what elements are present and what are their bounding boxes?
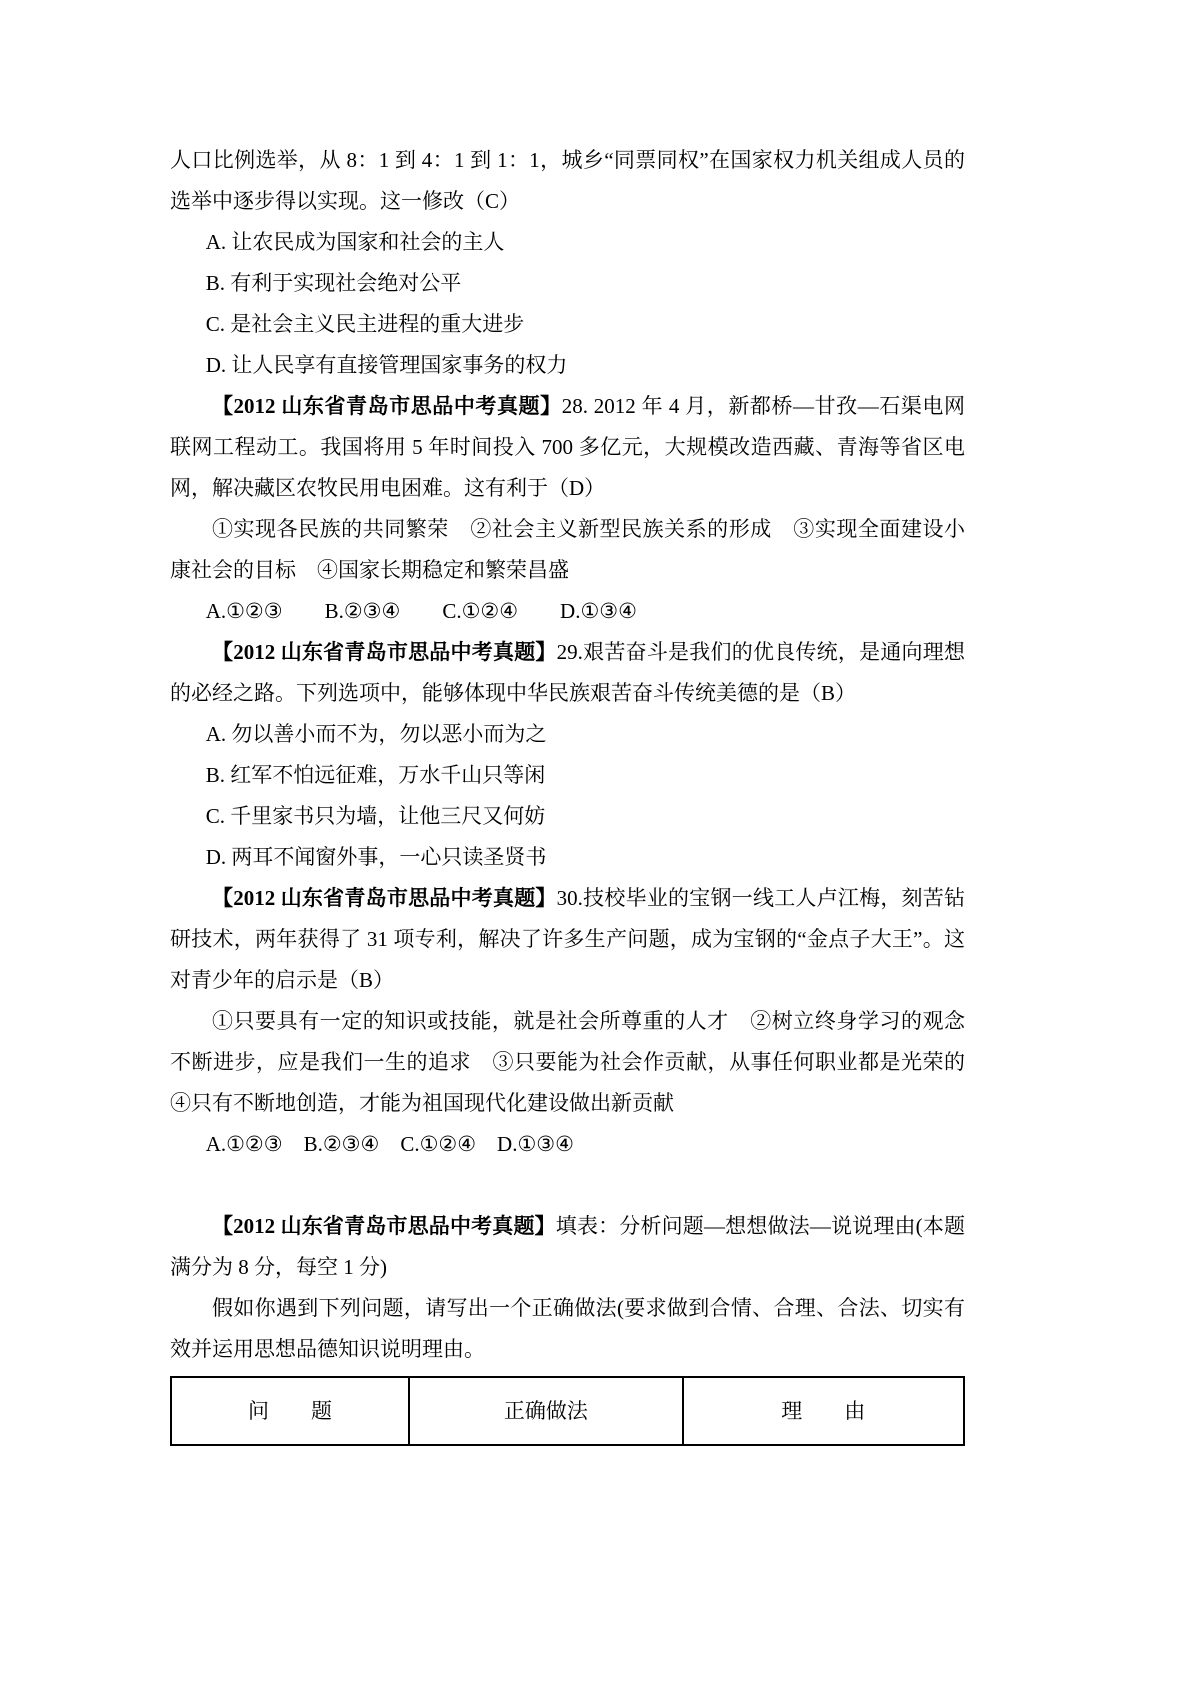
fill-table-source-tag: 【2012 山东省青岛市思品中考真题】 — [212, 1214, 556, 1238]
section-gap — [170, 1165, 965, 1206]
question-28-stem-text: 28. 2012 年 4 月，新都桥—甘孜—石渠电网联网工程动工。我国将用 5 年时间投入 700 多亿元，大规模改造西藏、青海等省区电网，解决藏区农牧民用电困难。这有利于（D） — [170, 394, 965, 500]
question-29-option-c: C. 千里家书只为墙，让他三尺又何妨 — [205, 804, 546, 828]
question-29-stem — [170, 632, 965, 714]
page-content — [170, 140, 986, 1446]
question-29-option-b: B. 红军不怕远征难，万水千山只等闲 — [205, 763, 546, 787]
fill-answer-table — [170, 1376, 965, 1446]
table-header-correct-action: 正确做法 — [409, 1377, 683, 1445]
table-header-problem: 问 题 — [171, 1377, 409, 1445]
question-30-stem — [170, 878, 965, 1001]
question-28-stem — [170, 386, 965, 509]
fill-table-question-stem — [170, 1206, 965, 1288]
question-29-option-a: A. 勿以善小而不为，勿以恶小而为之 — [205, 722, 547, 746]
question-28-source-tag: 【2012 山东省青岛市思品中考真题】 — [212, 394, 562, 418]
question-29-stem-text: 29.艰苦奋斗是我们的优良传统，是通向理想的必经之路。下列选项中，能够体现中华民族艰苦奋斗传统美德的是（B） — [170, 640, 966, 705]
question-28-answer-choices: A.①②③ B.②③④ C.①②④ D.①③④ — [205, 599, 637, 623]
fill-answer-table-header-row — [171, 1377, 964, 1445]
question-27-option-b: B. 有利于实现社会绝对公平 — [205, 271, 462, 295]
table-header-reason: 理 由 — [683, 1377, 964, 1445]
question-29-option-d: D. 两耳不闻窗外事，一心只读圣贤书 — [205, 845, 547, 869]
question-29-source-tag: 【2012 山东省青岛市思品中考真题】 — [212, 640, 557, 664]
question-28-numbered-items: ①实现各民族的共同繁荣 ②社会主义新型民族关系的形成 ③实现全面建设小康社会的目标 ④国家长期稳定和繁荣昌盛 — [170, 517, 965, 582]
question-27-stem-continued: 人口比例选举，从 8：1 到 4：1 到 1：1，城乡“同票同权”在国家权力机关组成人员的选举中逐步得以实现。这一修改（C） — [170, 148, 965, 213]
question-27-option-a: A. 让农民成为国家和社会的主人 — [205, 230, 505, 254]
fill-table-stem-text: 填表：分析问题—想想做法—说说理由(本题满分为 8 分，每空 1 分) — [170, 1214, 966, 1279]
question-30-answer-choices: A.①②③ B.②③④ C.①②④ D.①③④ — [205, 1132, 574, 1156]
question-27-option-c: C. 是社会主义民主进程的重大进步 — [205, 312, 525, 336]
question-30-numbered-items: ①只要具有一定的知识或技能，就是社会所尊重的人才 ②树立终身学习的观念不断进步，应是我们一生的追求 ③只要能为社会作贡献，从事任何职业都是光荣的 ④只有不断地创造，才能为祖国现代化建设做出新贡献 — [170, 1009, 986, 1115]
question-30-source-tag: 【2012 山东省青岛市思品中考真题】 — [212, 886, 557, 910]
fill-table-instruction: 假如你遇到下列问题，请写出一个正确做法(要求做到合情、合理、合法、切实有效并运用思想品德知识说明理由。 — [170, 1296, 965, 1361]
question-27-option-d: D. 让人民享有直接管理国家事务的权力 — [205, 353, 568, 377]
question-30-stem-text: 30.技校毕业的宝钢一线工人卢江梅，刻苦钻研技术，两年获得了 31 项专利，解决了许多生产问题，成为宝钢的“金点子大王”。这对青少年的启示是（B） — [170, 886, 966, 992]
